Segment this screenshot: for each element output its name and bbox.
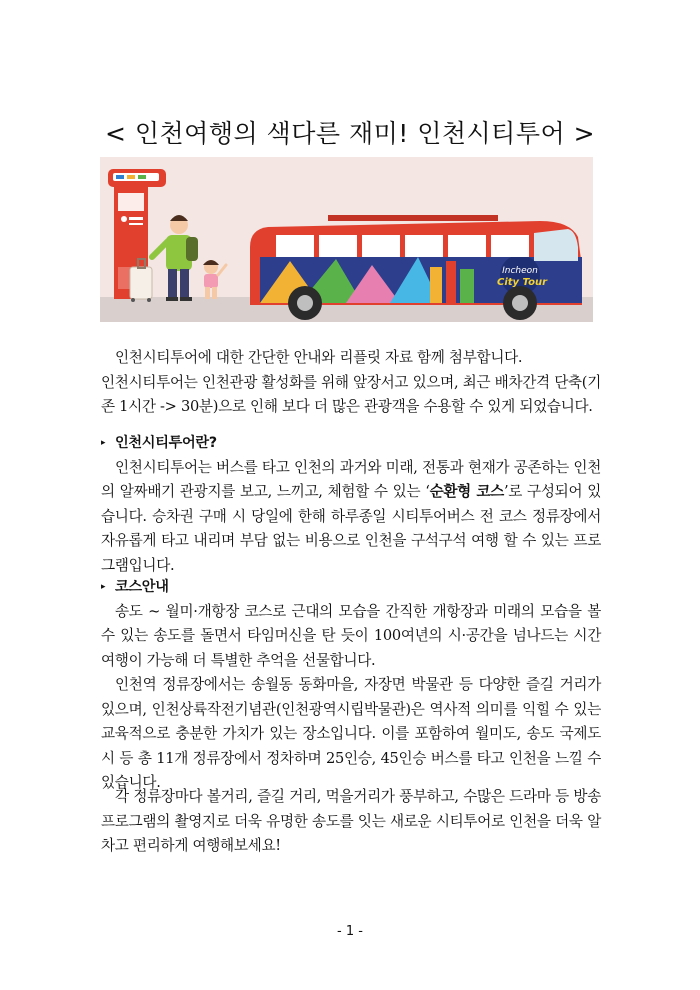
- bus-logo-line1: Incheon: [502, 266, 538, 276]
- section-course-guide: [101, 575, 601, 796]
- section-heading-text: 인천시티투어란?: [115, 435, 217, 451]
- bullet-icon: ▸: [101, 582, 106, 592]
- intro-line2: 인천시티투어는 인천관광 활성화를 위해 앞장서고 있으며, 최근 배차간격 단축(기존 1시간 -> 30분)으로 인해 보다 더 많은 관광객을 수용할 수 있게 되었습니다.: [101, 373, 601, 415]
- document-title: < 인천여행의 색다른 재미! 인천시티투어 >: [104, 119, 596, 148]
- page-number: - 1 -: [337, 924, 363, 939]
- city-tour-banner-illustration: [100, 157, 593, 322]
- section-what-is-body: [101, 456, 601, 579]
- traveler-man: [152, 215, 198, 301]
- closing-block: [101, 785, 601, 859]
- intro-line1: 인천시티투어에 대한 간단한 안내와 리플릿 자료 함께 첨부합니다.: [115, 349, 523, 366]
- course-para-2: 인천역 정류장에서는 송월동 동화마을, 자장면 박물관 등 다양한 즐길 거리가 있으며, 인천상륙작전기념관(인천광역시립박물관)은 역사적 의미를 익힐 수 있는 교육적으로 충분한 가치가 있는 장소입니다. 이를 포함하여 월미도, 송도 국제도시 등 총 11개 정류장에서 정차하며 25인승, 45인승 버스를 타고 인천을 느낄 수 있습니다.: [101, 676, 601, 791]
- section-heading-course: [101, 575, 601, 600]
- body-text-part: ’로 구성되어 있습니다. 승차권 구매 시 당일에 한해 하루종일 시티투어버스 전 코스 정류장에서 자유롭게 타고 내리며 부담 없는 비용으로 인천을 구석구석 여행 할 수 있는 프로그램입니다.: [101, 483, 601, 574]
- course-para-1: 송도 ~ 월미·개항장 코스로 근대의 모습을 간직한 개항장과 미래의 모습을 볼 수 있는 송도를 돌면서 타임머신을 탄 듯이 100여년의 시·공간을 넘나드는 시간여행이 가능해 더 특별한 추억을 선물합니다.: [101, 602, 601, 669]
- body-text-part: 인천시티투어는 버스를 타고 인천의 과거와 미래, 전통과 현재가 공존하는 인천의 알짜배기 관광지를 보고, 느끼고, 체험할 수 있는 ‘: [101, 458, 601, 500]
- bold-highlight: 순환형 코스: [429, 483, 504, 500]
- closing-paragraph: 각 정류장마다 볼거리, 즐길 거리, 먹을거리가 풍부하고, 수많은 드라마 등 방송 프로그램의 촬영지로 더욱 유명한 송도를 잇는 새로운 시티투어로 인천을 더욱 알차고 편리하게 여행해보세요!: [101, 788, 601, 854]
- bus-logo-line2: City Tour: [497, 277, 547, 288]
- traveler-girl: [203, 260, 226, 299]
- section-heading-what-is: [101, 431, 601, 456]
- intro-block: [101, 346, 601, 420]
- section-heading-text: 코스안내: [115, 579, 169, 595]
- bullet-icon: ▸: [101, 438, 106, 448]
- section-what-is: [101, 431, 601, 578]
